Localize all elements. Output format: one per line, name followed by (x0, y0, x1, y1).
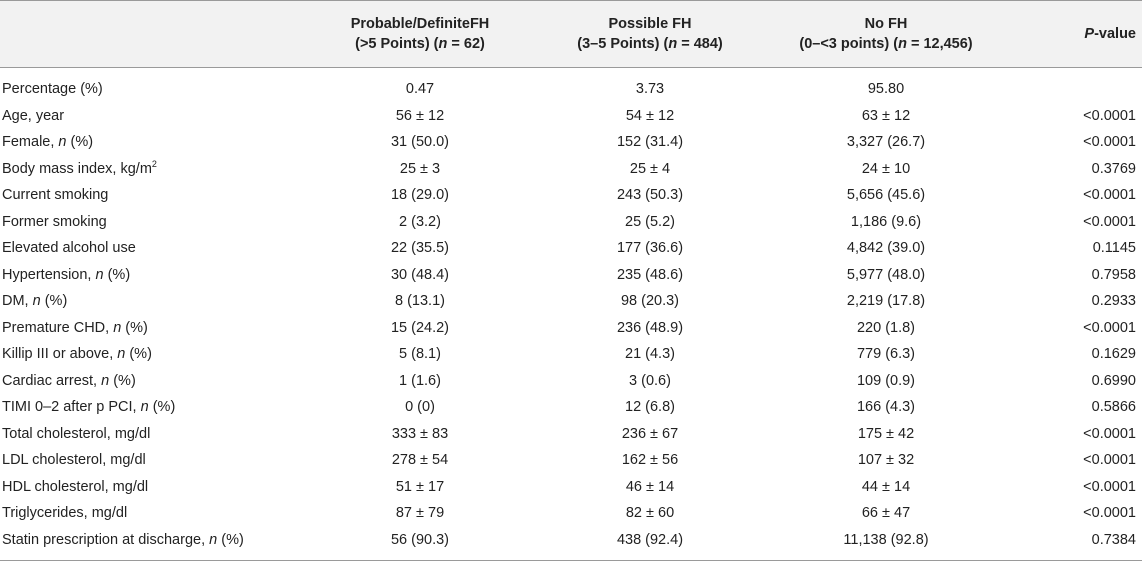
cell-probable-definite-fh: 5 (8.1) (399, 346, 441, 363)
cell-no-fh: 5,977 (48.0) (846, 266, 926, 283)
row-label: Killip III or above, n (%) (2, 346, 152, 363)
row-label: Percentage (%) (2, 81, 103, 98)
cell-no-fh: 109 (0.9) (856, 372, 916, 389)
cell-no-fh: 166 (4.3) (856, 399, 916, 416)
cell-probable-definite-fh: 333 ± 83 (391, 425, 449, 442)
cell-possible-fh: 25 ± 4 (629, 160, 671, 177)
cell-probable-definite-fh: 0.47 (405, 81, 435, 98)
spacer-row (0, 68, 1142, 77)
table-row (0, 421, 1142, 448)
table-row (0, 527, 1142, 554)
cell-p-value: 0.5866 (1091, 399, 1136, 416)
cell-probable-definite-fh: 1 (1.6) (399, 372, 441, 389)
table-row (0, 474, 1142, 501)
row-label: DM, n (%) (2, 293, 68, 310)
cell-p-value: <0.0001 (1083, 425, 1136, 442)
header-probable-definite-fh: Probable/DefiniteFH (>5 Points) (n = 62) (290, 0, 550, 68)
cell-p-value: <0.0001 (1083, 187, 1136, 204)
cell-possible-fh: 21 (4.3) (625, 346, 675, 363)
cell-p-value: 0.3769 (1091, 160, 1136, 177)
cell-probable-definite-fh: 15 (24.2) (390, 319, 450, 336)
cell-probable-definite-fh: 8 (13.1) (395, 293, 445, 310)
cell-p-value: <0.0001 (1083, 452, 1136, 469)
cell-probable-definite-fh: 87 ± 79 (395, 505, 445, 522)
cell-no-fh: 107 ± 32 (857, 452, 915, 469)
cell-no-fh: 5,656 (45.6) (846, 187, 926, 204)
cell-p-value: 0.6990 (1091, 372, 1136, 389)
row-label: Body mass index, $kg/m^2$ (2, 158, 157, 177)
cell-p-value: 0.1629 (1091, 346, 1136, 363)
cell-p-value: <0.0001 (1083, 213, 1136, 230)
cell-possible-fh: 12 (6.8) (625, 399, 675, 416)
cell-probable-definite-fh: 0 (0) (405, 399, 435, 416)
row-label: Hypertension, n (%) (2, 266, 131, 283)
cell-possible-fh: 243 (50.3) (616, 187, 684, 204)
cell-probable-definite-fh: 278 ± 54 (391, 452, 449, 469)
table-row (0, 209, 1142, 236)
row-label: Premature CHD, n (%) (2, 319, 148, 336)
cell-possible-fh: 25 (5.2) (625, 213, 675, 230)
cell-no-fh: 4,842 (39.0) (846, 240, 926, 257)
cell-possible-fh: 82 ± 60 (625, 505, 675, 522)
table-row (0, 394, 1142, 421)
cell-possible-fh: 438 (92.4) (616, 531, 684, 548)
cell-probable-definite-fh: 30 (48.4) (390, 266, 450, 283)
cell-possible-fh: 3.73 (635, 81, 665, 98)
table-row (0, 368, 1142, 395)
header-characteristic (0, 0, 290, 68)
cell-no-fh: 66 ± 47 (861, 505, 911, 522)
table-row (0, 235, 1142, 262)
cell-probable-definite-fh: 56 (90.3) (390, 531, 450, 548)
cell-possible-fh: 236 ± 67 (621, 425, 679, 442)
table-row (0, 76, 1142, 103)
table-row (0, 182, 1142, 209)
cell-possible-fh: 46 ± 14 (625, 478, 675, 495)
table-body (0, 68, 1142, 554)
row-label: Former smoking (2, 213, 107, 230)
row-label: HDL cholesterol, mg/dl (2, 478, 149, 495)
table-row (0, 341, 1142, 368)
cell-p-value: 0.7384 (1091, 531, 1136, 548)
row-label: Statin prescription at discharge, n (%) (2, 531, 244, 548)
cell-no-fh: 779 (6.3) (856, 346, 916, 363)
row-label: Current smoking (2, 187, 109, 204)
row-label: TIMI 0–2 after p PCI, n (%) (2, 399, 176, 416)
cell-probable-definite-fh: 18 (29.0) (390, 187, 450, 204)
cell-possible-fh: 54 ± 12 (625, 107, 675, 124)
cell-p-value: <0.0001 (1083, 478, 1136, 495)
cell-possible-fh: 236 (48.9) (616, 319, 684, 336)
cell-no-fh: 24 ± 10 (861, 160, 911, 177)
cell-no-fh: 63 ± 12 (861, 107, 911, 124)
cell-p-value: 0.1145 (1092, 240, 1136, 257)
cell-p-value: <0.0001 (1083, 107, 1136, 124)
cell-possible-fh: 162 ± 56 (621, 452, 679, 469)
cell-p-value: <0.0001 (1083, 319, 1136, 336)
cell-no-fh: 44 ± 14 (861, 478, 911, 495)
cell-probable-definite-fh: 56 ± 12 (395, 107, 445, 124)
cell-no-fh: 2,219 (17.8) (846, 293, 926, 310)
cell-no-fh: 220 (1.8) (856, 319, 916, 336)
cell-p-value (1022, 76, 1142, 103)
header-possible-fh: Possible FH (3–5 Points) (n = 484) (550, 0, 750, 68)
cell-possible-fh: 177 (36.6) (616, 240, 684, 257)
cell-p-value: <0.0001 (1083, 134, 1136, 151)
row-label: Triglycerides, mg/dl (2, 505, 128, 522)
cell-probable-definite-fh: 22 (35.5) (390, 240, 450, 257)
table-row (0, 500, 1142, 527)
table-row (0, 315, 1142, 342)
row-label: Female, n (%) (2, 134, 94, 151)
cell-probable-definite-fh: 25 ± 3 (399, 160, 441, 177)
cell-probable-definite-fh: 2 (3.2) (399, 213, 441, 230)
cell-p-value: 0.2933 (1091, 293, 1136, 310)
header-p-value: P-value (1022, 0, 1142, 68)
row-label: Total cholesterol, mg/dl (2, 425, 151, 442)
header-no-fh: No FH (0–<3 points) (n = 12,456) (750, 0, 1022, 68)
cell-no-fh: 11,138 (92.8) (843, 531, 929, 548)
cell-possible-fh: 3 (0.6) (629, 372, 671, 389)
row-label: Cardiac arrest, n (%) (2, 372, 136, 389)
cell-no-fh: 1,186 (9.6) (850, 213, 922, 230)
table-row (0, 129, 1142, 156)
row-label: LDL cholesterol, mg/dl (2, 452, 146, 469)
cell-possible-fh: 152 (31.4) (616, 134, 684, 151)
row-label: Age, year (2, 107, 65, 124)
cell-probable-definite-fh: 51 ± 17 (395, 478, 445, 495)
cell-probable-definite-fh: 31 (50.0) (390, 134, 450, 151)
cell-no-fh: 95.80 (867, 81, 905, 98)
cell-possible-fh: 98 (20.3) (620, 293, 680, 310)
cell-no-fh: 3,327 (26.7) (846, 134, 926, 151)
row-label: Elevated alcohol use (2, 240, 136, 257)
table-row (0, 447, 1142, 474)
cell-no-fh: 175 ± 42 (857, 425, 915, 442)
cell-possible-fh: 235 (48.6) (616, 266, 684, 283)
top-rule (0, 0, 1142, 1)
header-row (0, 0, 1142, 68)
table-row (0, 103, 1142, 130)
cell-p-value: <0.0001 (1083, 505, 1136, 522)
table-row (0, 288, 1142, 315)
cell-p-value: 0.7958 (1091, 266, 1136, 283)
table-row (0, 262, 1142, 289)
table-row (0, 156, 1142, 183)
